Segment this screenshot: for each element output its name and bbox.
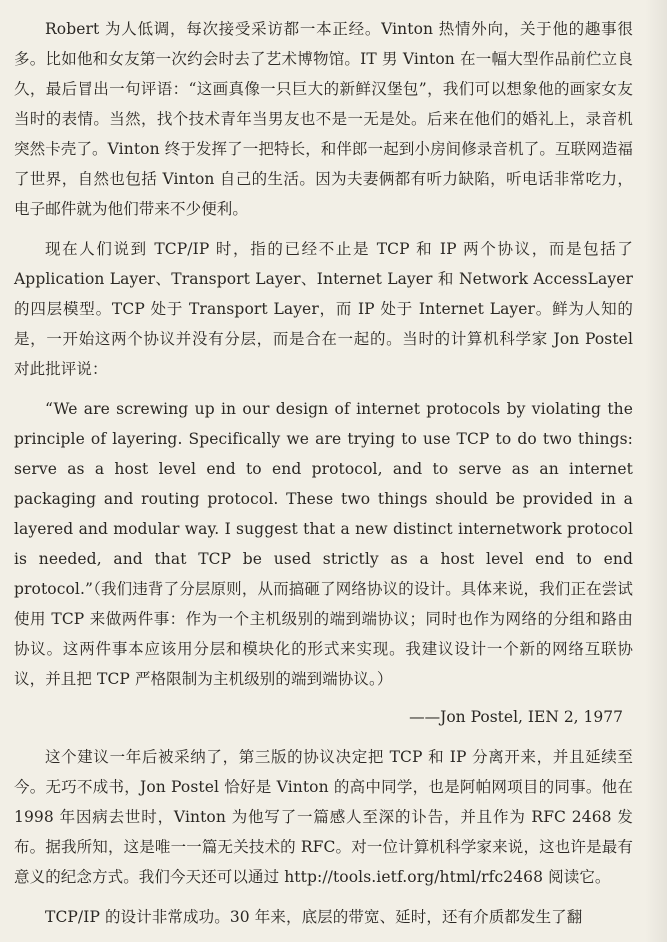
paragraph-postel-obituary: 这个建议一年后被采纳了，第三版的协议决定把 TCP 和 IP 分离开来，并且延续至今。无巧不成书，Jon Postel 恰好是 Vinton 的高中同学，也是阿帕网项目的同事。他在 1998 年因病去世时，Vinton 为他写了一篇感人至深的讣告，并且作为 RFC 2468 发布。据我所知，这是唯一一篇无关技术的 RFC。对一位计算机科学家来说，这也许是最有意义的纪念方式。我们今天还可以通过 http://tools.ietf.org/html/rfc2468 阅读它。 xyxy=(14,748,633,886)
page-edge-shadow xyxy=(645,0,667,942)
paragraph-tcpip-success: TCP/IP 的设计非常成功。30 年来，底层的带宽、延时，还有介质都发生了翻 xyxy=(45,908,583,926)
paragraph-vinton-anecdotes: Robert 为人低调，每次接受采访都一本正经。Vinton 热情外向，关于他的趣事很多。比如他和女友第一次约会时去了艺术博物馆。IT 男 Vinton 在一幅大型作品前伫立良久，最后冒出一句评语：“这画真像一只巨大的新鲜汉堡包”，我们可以想象他的画家女友当时的表情。当然，找个技术青年当男友也不是一无是处。后来在他们的婚礼上，录音机突然卡壳了。Vinton 终于发挥了一把特长，和伴郎一起到小房间修录音机了。互联网造福了世界，自然也包括 Vinton 自己的生活。因为夫妻俩都有听力缺陷，听电话非常吃力，电子邮件就为他们带来不少便利。 xyxy=(14,20,633,218)
paragraph-postel-quote: “We are screwing up in our design of internet protocols by violating the principle of layering. Specifically we are trying to use TCP to do two things: serve as a host level end to end protocol, and to serve as an internet packaging and routing protocol. These two things should be provided in a layered and modular way. I suggest that a new distinct internetwork protocol is needed, and that TCP be used strictly as a host level end to end protocol.”（我们违背了分层原则，从而搞砸了网络协议的设计。具体来说，我们正在尝试使用 TCP 来做两件事：作为一个主机级别的端到端协议；同时也作为网络的分组和路由协议。这两件事本应该用分层和模块化的形式来实现。我建议设计一个新的网络互联协议，并且把 TCP 严格限制为主机级别的端到端协议。） xyxy=(14,400,633,688)
paragraph-tcpip-layers: 现在人们说到 TCP/IP 时，指的已经不止是 TCP 和 IP 两个协议，而是包括了 Application Layer、Transport Layer、Internet Layer 和 Network AccessLayer 的四层模型。TCP 处于 Transport Layer，而 IP 处于 Internet Layer。鲜为人知的是，一开始这两个协议并没有分层，而是合在一起的。当时的计算机科学家 Jon Postel 对此批评说： xyxy=(14,240,633,378)
quote-attribution: ——Jon Postel, IEN 2, 1977 xyxy=(409,708,623,726)
